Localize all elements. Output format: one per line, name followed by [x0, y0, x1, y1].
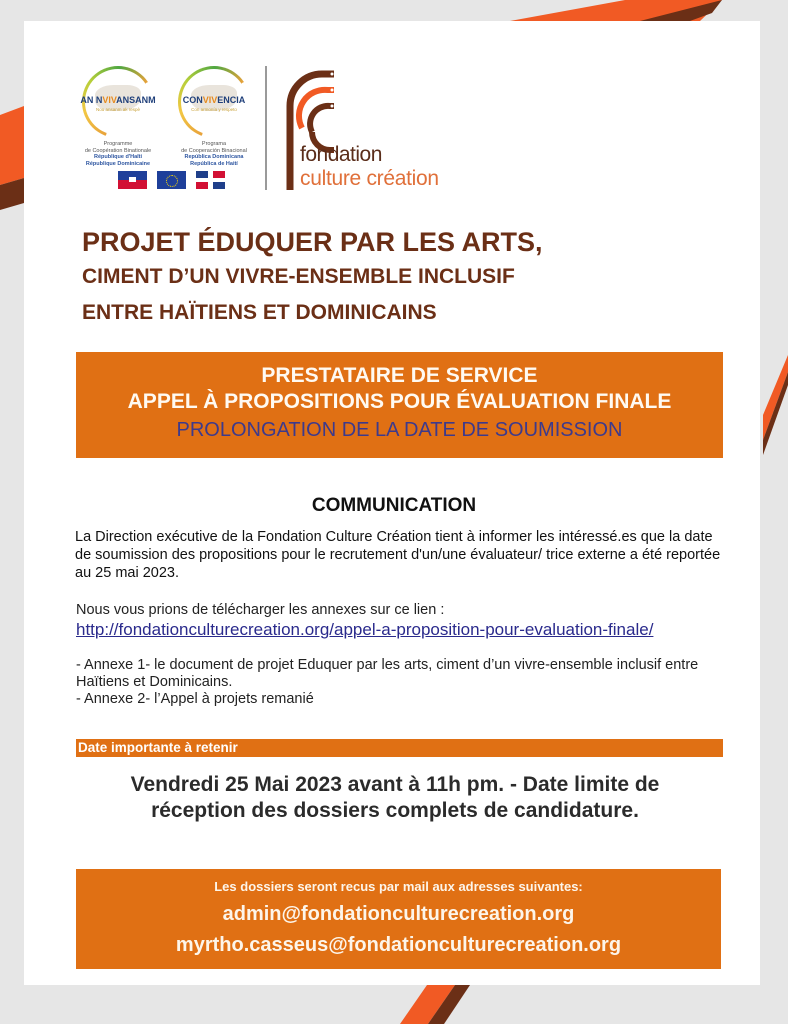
- communication-paragraph: La Direction exécutive de la Fondation Culture Création tient à informer les intéressé.es que la date de soumission des propositions pour le recrutement d'un/une évaluateur/ trice externe a été reportée au 25 mai 2023.: [75, 529, 721, 581]
- badge-ring-icon: [178, 66, 250, 138]
- foundation-name-line2: culture création: [300, 167, 439, 190]
- banner-line2: APPEL À PROPOSITIONS POUR ÉVALUATION FINALE: [127, 390, 672, 413]
- logo-divider: [265, 66, 267, 190]
- badge-caption: Programme de Coopération Binationale République d'Haïti République Dominicaine: [84, 141, 152, 167]
- haiti-flag-icon: [118, 171, 147, 189]
- project-title: PROJET ÉDUQUER PAR LES ARTS,: [82, 227, 543, 257]
- annvivansanm-logo: [78, 66, 158, 167]
- badge-tagline: Nou ansanm ak respè: [95, 107, 141, 112]
- communication-heading: COMMUNICATION: [311, 495, 477, 516]
- flags-row: [118, 171, 225, 189]
- banner-extension-notice: PROLONGATION DE LA DATE DE SOUMISSION: [176, 419, 623, 441]
- project-subtitle-line2: ENTRE HAÏTIENS ET DOMINICAINS: [82, 301, 437, 324]
- dominican-republic-flag-icon: [196, 171, 225, 189]
- important-date-label: Date importante à retenir: [76, 739, 723, 757]
- badge-caption: Programa de Cooperación Binacional República Dominicana República de Haití: [181, 141, 247, 167]
- badge-name: CONVIVENCIA: [182, 95, 246, 105]
- email-address-myrtho[interactable]: myrtho.casseus@fondationculturecreation.org: [175, 934, 622, 956]
- badge-ring-icon: [82, 66, 154, 138]
- call-banner: [76, 352, 723, 458]
- convivencia-logo: [174, 66, 254, 167]
- email-submission-box: [76, 869, 721, 969]
- email-intro: Les dossiers seront recus par mail aux adresses suivantes:: [214, 879, 583, 894]
- email-address-admin[interactable]: admin@fondationculturecreation.org: [222, 903, 575, 925]
- eu-flag-icon: [157, 171, 186, 189]
- annex-1-item: - Annexe 1- le document de projet Eduquer par les arts, ciment d’un vivre-ensemble inclusif entre Haïtiens et Dominicains.: [76, 657, 699, 690]
- badge-name: AN NVIVANSANM: [80, 95, 156, 105]
- badge-tagline: Con armonía y respeto: [191, 107, 237, 112]
- deadline-text: Vendredi 25 Mai 2023 avant à 11h pm. - Date limite de réception des dossiers complets de candidature.: [130, 773, 660, 822]
- project-subtitle-line1: CIMENT D’UN VIVRE-ENSEMBLE INCLUSIF: [82, 265, 515, 288]
- stripe-left-orange: [0, 106, 24, 185]
- stripe-right-orange: [763, 355, 788, 440]
- foundation-name-line1: fondation: [300, 143, 382, 166]
- download-intro: Nous vous prions de télécharger les annexes sur ce lien :: [76, 602, 445, 618]
- annex-2-item: - Annexe 2- l’Appel à projets remanié: [76, 691, 314, 707]
- banner-line1: PRESTATAIRE DE SERVICE: [261, 364, 538, 387]
- annex-download-link[interactable]: http://fondationculturecreation.org/appel-a-proposition-pour-evaluation-finale/: [76, 620, 654, 639]
